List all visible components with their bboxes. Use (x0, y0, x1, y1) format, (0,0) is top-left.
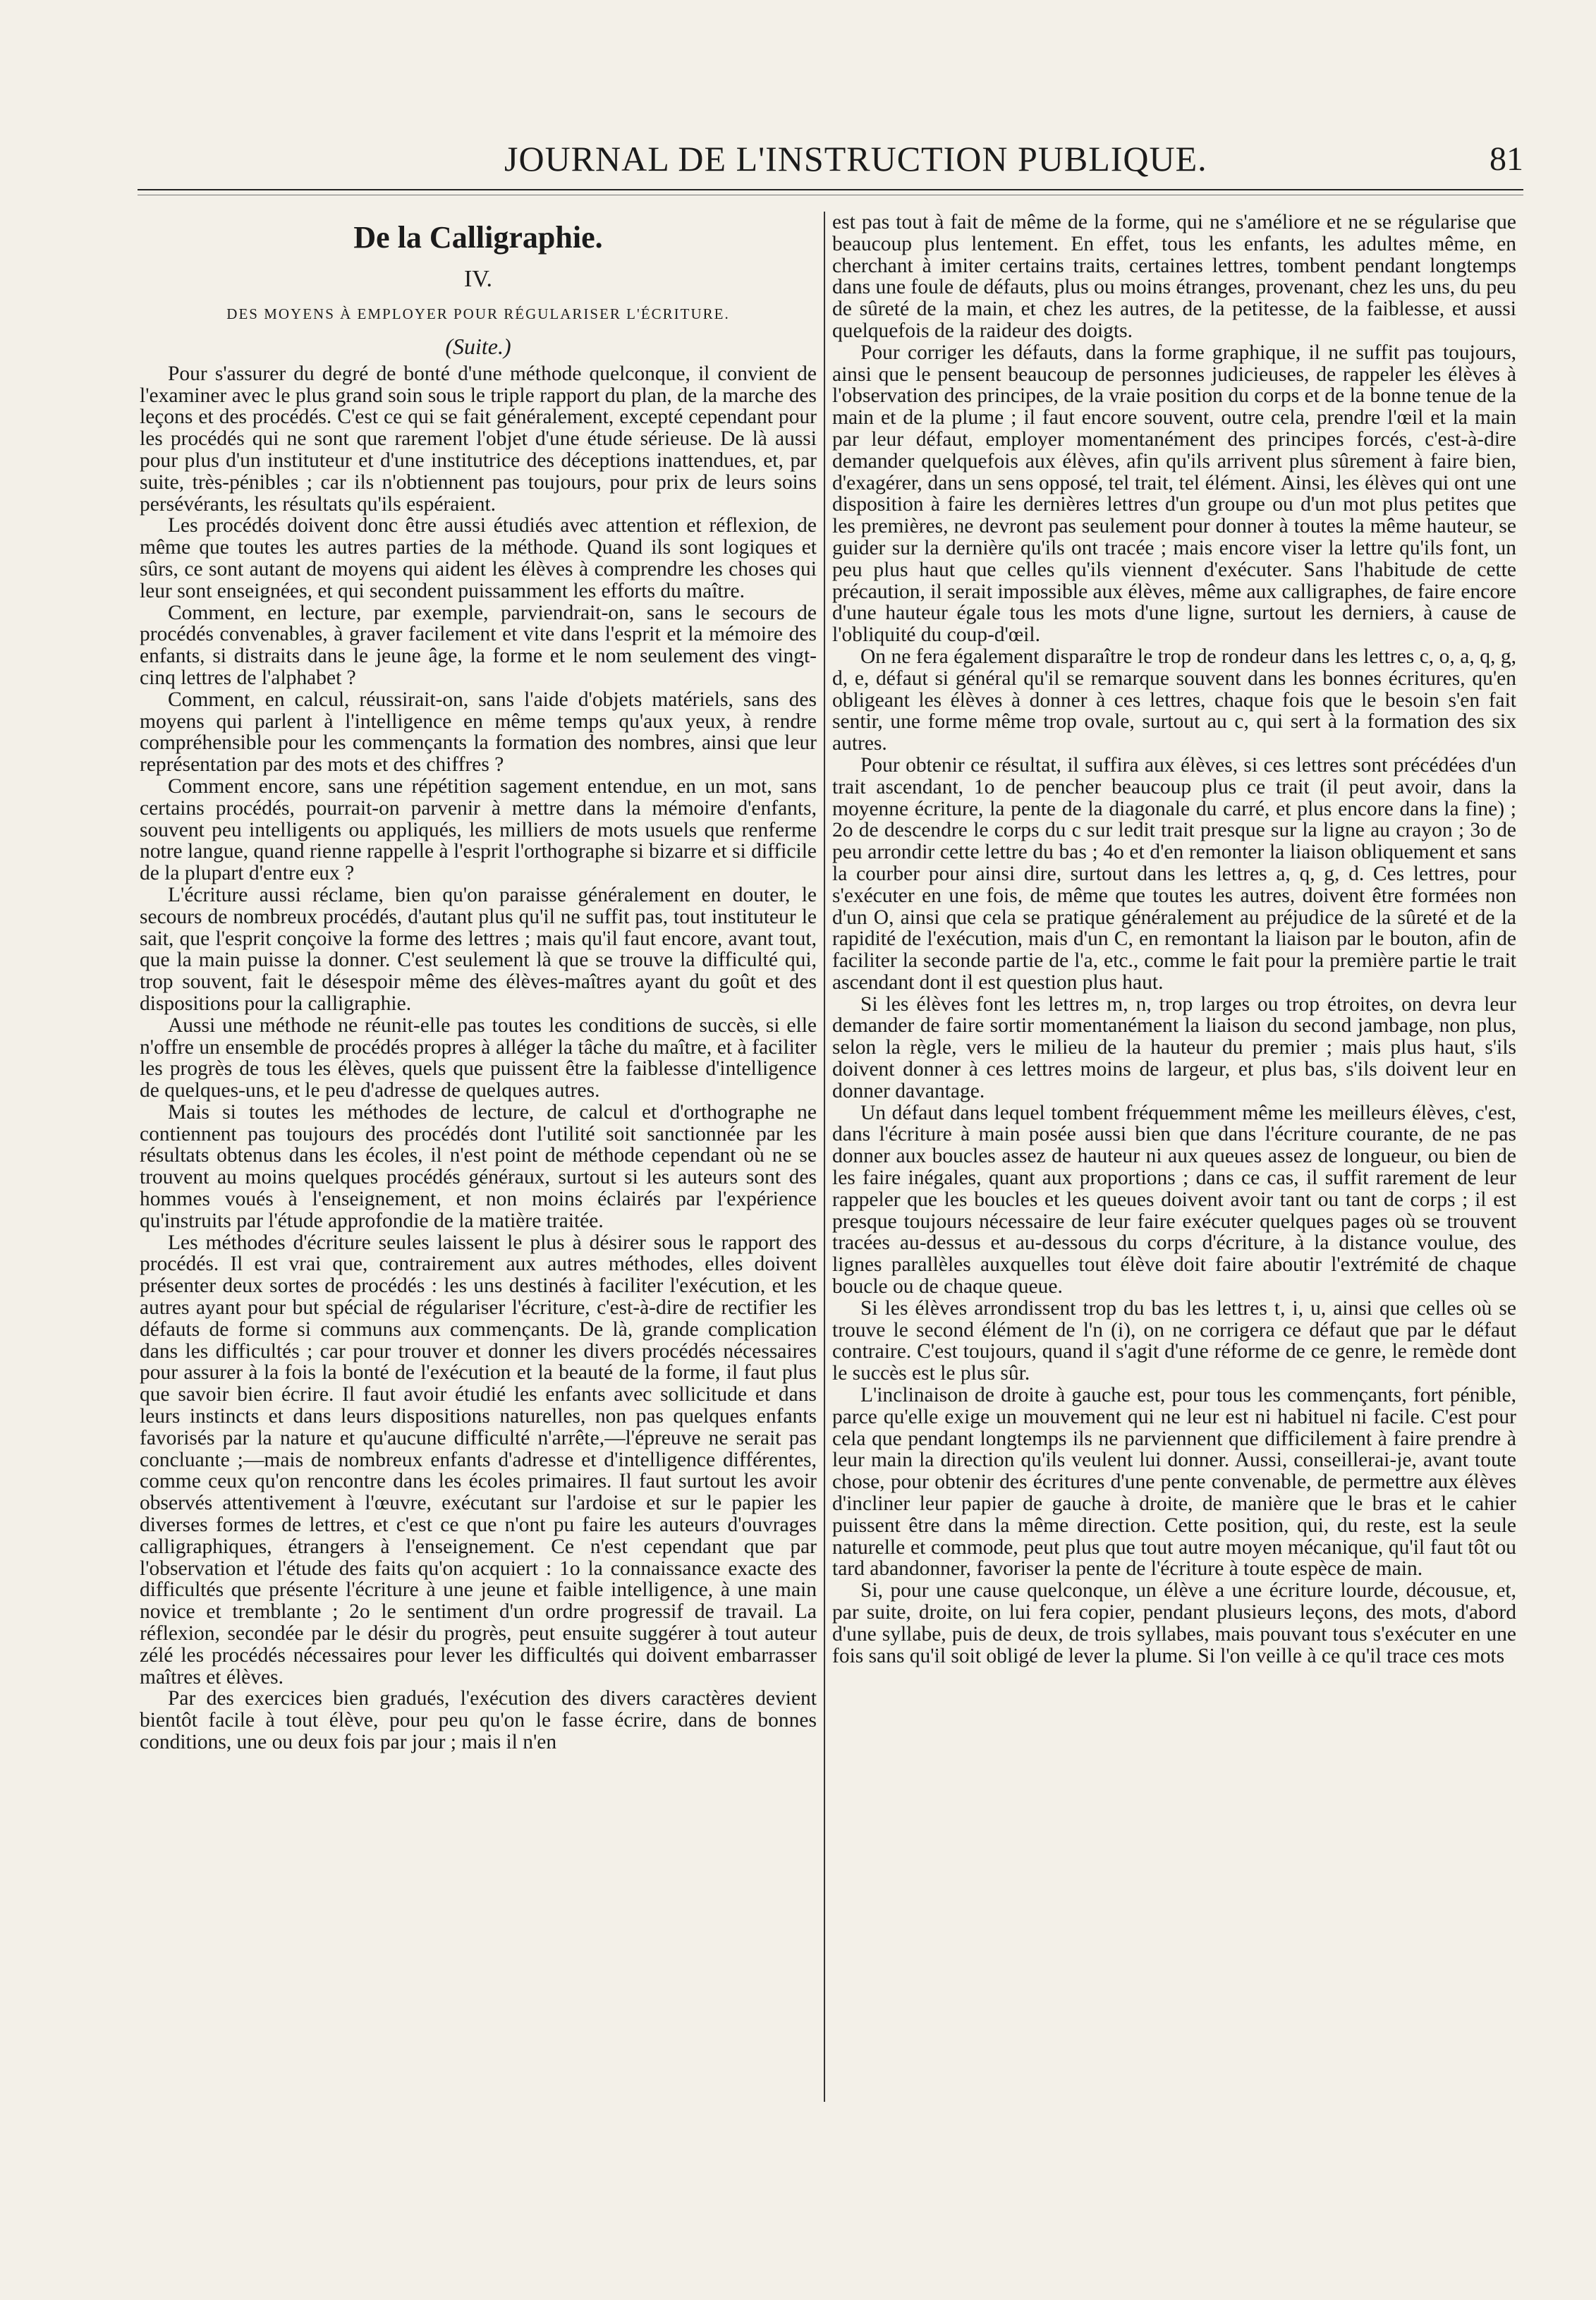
paragraph: Si les élèves arrondissent trop du bas les lettres t, i, u, ainsi que celles où se trouve le second élément de l'n (i), on ne corrigera ce défaut que par le défaut contraire. C'est toujours, quand il s'agit d'une réforme de ce genre, le remède dont le succès est le plus sûr. (832, 1296, 1516, 1385)
article-suite: (Suite.) (445, 334, 511, 359)
article-number: IV. (464, 266, 492, 292)
right-column (832, 212, 1516, 2116)
paragraph: Mais si toutes les méthodes de lecture, de calcul et d'orthographe ne contiennent pas toujours des procédés dont l'utilité soit sanctionnée par les résultats obtenus dans les écoles, il n'est point de méthode cependant où ne se trouvent au moins quelques procédés généraux, surtout si les auteurs sont des hommes voués à l'enseignement, et non moins éclairés par l'expérience qu'instruits par l'étude approfondie de la matière traitée. (140, 1100, 817, 1232)
paragraph: L'inclinaison de droite à gauche est, pour tous les commençants, fort pénible, parce qu'elle exige un mouvement qui ne leur est ni habituel ni facile. C'est pour cela que pendant longtemps ils ne parviennent que difficilement à faire prendre à leur main la direction qu'ils veulent lui donner. Aussi, conseillerai-je, avant toute chose, pour obtenir des écritures d'une pente convenable, de permettre aux élèves d'incliner leur papier de gauche à droite, de manière que le bras et le cahier puissent être dans la même direction. Cette position, qui, du reste, est la seule naturelle et commode, peut plus que tout autre moyen mécanique, qu'il faut tôt ou tard abandonner, favoriser la pente de l'écriture à toute espèce de main. (832, 1384, 1516, 1581)
paragraph: Pour corriger les défauts, dans la forme graphique, il ne suffit pas toujours, ainsi que le pensent beaucoup de personnes judicieuses, de rappeler les élèves à l'observation des principes, de la vraie position du corps et de la bonne tenue de la main et de la plume ; il faut encore souvent, outre cela, prendre l'œil et la main par leur défaut, employer momentanément des principes forcés, c'est-à-dire demander quelquefois aux élèves, afin qu'ils arrivent plus sûrement à faire bien, d'exagérer, dans un sens opposé, tel trait, tel élément. Ainsi, les élèves qui ont une disposition à faire les dernières lettres d'un groupe ou d'un mot plus petites que les premières, ne devront pas seulement pour donner à toutes la même hauteur, se guider sur la dernière qu'ils ont tracée ; mais encore viser la lettre qu'ils font, un peu plus haut que celles qu'ils viennent d'exécuter. Sans l'habitude de cette précaution, il serait impossible aux élèves, même aux calligraphes, de faire encore d'une hauteur égale tous les mots d'une ligne, surtout les derniers, à cause de l'obliquité du coup-d'œil. (832, 341, 1516, 647)
column-divider (824, 212, 825, 2102)
article-title: De la Calligraphie. (353, 220, 603, 255)
journal-title: JOURNAL DE L'INSTRUCTION PUBLIQUE. (504, 139, 1207, 178)
page-header (138, 133, 1523, 182)
paragraph: Comment encore, sans une répétition sagement entendue, en un mot, sans certains procédés, pourrait-on parvenir à mettre dans la mémoire d'enfants, souvent peu intelligents ou appliqués, les milliers de mots usuels que renferme notre langue, quand rienne rappelle à l'esprit l'orthographe si bizarre et si difficile de la plupart d'entre eux ? (140, 774, 817, 885)
paragraph: Les procédés doivent donc être aussi étudiés avec attention et réflexion, de même que toutes les autres parties de la méthode. Quand ils sont logiques et sûrs, ce sont autant de moyens qui aident les élèves à comprendre les choses qui leur sont enseignées, et qui secondent puissamment les efforts du maître. (140, 514, 817, 602)
paragraph: L'écriture aussi réclame, bien qu'on paraisse généralement en douter, le secours de nombreux procédés, d'autant plus qu'il ne suffit pas, tout instituteur le sait, que l'esprit conçoive la forme des lettres ; mais qu'il faut encore, avant tout, que la main puisse la donner. C'est seulement là que se trouve la difficulté qui, trop souvent, fait le désespoir même des élèves-maîtres ayant du goût et des dispositions pour la calligraphie. (140, 883, 817, 1015)
article-subtitle: DES MOYENS À EMPLOYER POUR RÉGULARISER L'ÉCRITURE. (226, 305, 730, 322)
paragraph: Par des exercices bien gradués, l'exécution des divers caractères devient bientôt facile à tout élève, pour peu qu'on le fasse écrire, dans de bonnes conditions, une ou deux fois par jour ; mais il n'en (140, 1687, 817, 1753)
paragraph: Comment, en calcul, réussirait-on, sans l'aide d'objets matériels, sans des moyens qui parlent à l'intelligence en même temps qu'aux yeux, à rendre compréhensible pour les commençants la formation des nombres, ainsi que leur représentation par des mots et des chiffres ? (140, 688, 817, 777)
left-column (140, 212, 817, 2116)
paragraph: est pas tout à fait de même de la forme, qui ne s'améliore et ne se régularise que beaucoup plus lentement. En effet, tous les enfants, les adultes même, en cherchant à imiter certains traits, certaines lettres, tombent pendant longtemps dans une foule de défauts, plus ou moins étranges, provenant, chez les uns, du peu de sûreté de la main, et chez les autres, de la petitesse, de la faiblesse, et aussi quelquefois de la raideur des doigts. (832, 212, 1516, 342)
paragraph: Comment, en lecture, par exemple, parviendrait-on, sans le secours de procédés convenables, à graver facilement et vite dans l'esprit et la mémoire des enfants, si distraits dans le jeune âge, la forme et le nom seulement des vingt-cinq lettres de l'alphabet ? (140, 601, 817, 689)
paragraph: Si les élèves font les lettres m, n, trop larges ou trop étroites, on devra leur demander de faire sortir momentanément la liaison du second jambage, non plus, selon la règle, vers le milieu de la hauteur du premier ; mais plus haut, s'ils doivent donner à ces lettres moins de largeur, et plus bas, s'ils doivent leur en donner davantage. (832, 992, 1516, 1102)
page-number: 81 (1490, 140, 1523, 178)
paragraph: Aussi une méthode ne réunit-elle pas toutes les conditions de succès, si elle n'offre un ensemble de procédés propres à alléger la tâche du maître, et à faciliter les progrès de tous les élèves, quels que puissent être la faiblesse d'intelligence de quelques-uns, et le peu d'adresse de quelques autres. (140, 1014, 817, 1102)
header-rule (138, 189, 1523, 190)
paragraph: Pour obtenir ce résultat, il suffira aux élèves, si ces lettres sont précédées d'un trait ascendant, 1o de pencher beaucoup plus ce trait (il peut avoir, dans la moyenne écriture, la pente de la diagonale du carré, et plus encore dans la fine) ; 2o de descendre le corps du c sur ledit trait presque sur la ligne au crayon ; 3o de peu arrondir cette lettre du bas ; 4o et d'en remonter la liaison obliquement et sans la courber pour ainsi dire, surtout dans les lettres a, q, g, d. Ces lettres, pour s'exécuter en une fois, de même que toutes les autres, doivent être formées non d'un O, ainsi que cela se pratique généralement au préjudice de la sûreté et de la rapidité de l'exécution, mais d'un C, en remontant la liaison par le bouton, afin de faciliter la seconde partie de l'a, etc., comme le fait pour la première partie le trait ascendant dont il est question plus haut. (832, 753, 1516, 994)
paragraph: Pour s'assurer du degré de bonté d'une méthode quelconque, il convient de l'examiner avec le plus grand soin sous le triple rapport du plan, de la marche des leçons et des procédés. C'est ce qui se fait généralement, excepté cependant pour les procédés qui ne sont que rarement l'objet d'une étude sérieuse. De là aussi pour plus d'un instituteur et d'une institutrice des déceptions inattendues, et, par suite, très-pénibles ; car ils n'obtiennent pas toujours, pour prix de leurs soins persévérants, les résultats qu'ils espéraient. (140, 362, 817, 516)
paragraph: Les méthodes d'écriture seules laissent le plus à désirer sous le rapport des procédés. Il est vrai que, contrairement aux autres méthodes, elles doivent présenter deux sortes de procédés : les uns destinés à faciliter l'exécution, et les autres ayant pour but spécial de régulariser l'écriture, c'est-à-dire de rectifier les défauts de forme si communs aux commençants. De là, grande complication dans les difficultés ; car pour trouver et donner les divers procédés nécessaires pour assurer à la fois la bonté de l'exécution et la beauté de la forme, il faut plus que savoir bien écrire. Il faut avoir étudié les enfants avec sollicitude et dans leurs instincts et dans leurs dispositions naturelles, non pas quelques enfants favorisés par la nature et qu'aucune difficulté n'arrête,—l'épreuve ne serait pas concluante ;—mais de nombreux enfants d'adresse et d'intelligence différentes, comme ceux qu'on rencontre dans les écoles primaires. Il faut surtout les avoir observés attentivement à l'œuvre, exécutant sur l'ardoise et sur le papier les diverses formes de lettres, et c'est ce que n'ont pu faire les auteurs d'ouvrages calligraphiques, étrangers à l'enseignement. Ce n'est cependant que par l'observation et l'étude des faits qu'on acquiert : 1o la connaissance exacte des difficultés que présente l'écriture à une jeune et faible intelligence, à une main novice et tremblante ; 2o le sentiment d'un ordre progressif de travail. La réflexion, secondée par le désir du progrès, peut ensuite suggérer à tout auteur zélé les procédés nécessaires pour lever les difficultés qui doivent embarrasser maîtres et élèves. (140, 1231, 817, 1689)
paragraph: Si, pour une cause quelconque, un élève a une écriture lourde, décousue, et, par suite, droite, on lui fera copier, pendant plusieurs leçons, des mots, d'abord d'une syllabe, puis de deux, de trois syllabes, mais pouvant tous s'exécuter en une fois sans qu'il soit obligé de lever la plume. Si l'on veille à ce qu'il trace ces mots (832, 1579, 1516, 1667)
paragraph: On ne fera également disparaître le trop de rondeur dans les lettres c, o, a, q, g, d, e, défaut si général qu'il se remarque souvent dans les bonnes écritures, qu'en obligeant les élèves à donner à ces lettres, chaque fois que le besoin s'en fait sentir, une forme même trop ovale, surtout au c, qui sert à la formation des six autres. (832, 645, 1516, 755)
paragraph: Un défaut dans lequel tombent fréquemment même les meilleurs élèves, c'est, dans l'écriture à main posée aussi bien que dans l'écriture courante, de ne pas donner aux boucles assez de hauteur ni aux queues assez de longueur, ou bien de les faire inégales, quant aux proportions ; dans ce cas, il suffit rarement de leur rappeler que les boucles et les queues doivent avoir tant ou tant de corps ; il est presque toujours nécessaire de leur faire exécuter quelques pages où se trouvent tracées au-dessus et au-dessous du corps d'écriture, à la distance voulue, des lignes parallèles auxquelles tout élève doit faire aboutir l'extrémité de chaque boucle ou de chaque queue. (832, 1101, 1516, 1298)
